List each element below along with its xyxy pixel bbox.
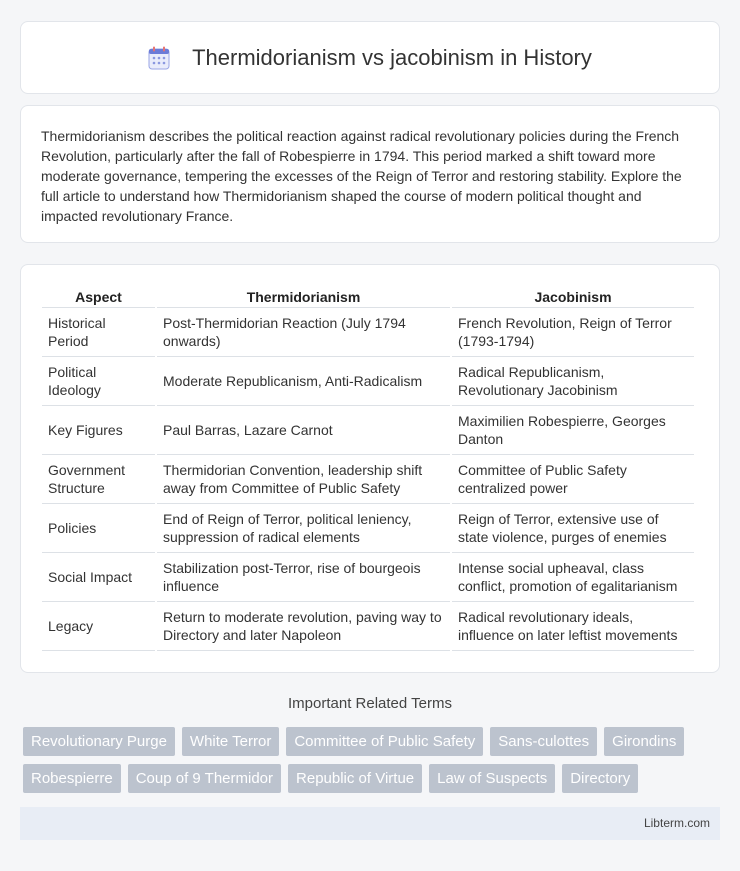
table-cell: Return to moderate revolution, paving way to Directory and later Napoleon (157, 602, 450, 651)
column-header-thermidorianism: Thermidorianism (157, 285, 450, 308)
table-cell: Legacy (42, 602, 155, 651)
column-header-jacobinism: Jacobinism (452, 285, 694, 308)
page-title: Thermidorianism vs jacobinism in History (192, 44, 592, 70)
related-term-tag[interactable]: Committee of Public Safety (286, 727, 483, 756)
column-header-aspect: Aspect (42, 285, 155, 308)
related-term-tag[interactable]: Sans-culottes (490, 727, 597, 756)
table-cell: Post-Thermidorian Reaction (July 1794 onwards) (157, 308, 450, 357)
related-term-tag[interactable]: Law of Suspects (429, 764, 555, 793)
related-term-tag[interactable]: Republic of Virtue (288, 764, 422, 793)
table-cell: Committee of Public Safety centralized power (452, 455, 694, 504)
related-term-tag[interactable]: Coup of 9 Thermidor (128, 764, 281, 793)
table-cell: Intense social upheaval, class conflict, promotion of egalitarianism (452, 553, 694, 602)
table-cell: Reign of Terror, extensive use of state violence, purges of enemies (452, 504, 694, 553)
related-term-tag[interactable]: Directory (562, 764, 638, 793)
table-cell: Key Figures (42, 406, 155, 455)
table-row (42, 553, 694, 602)
table-row (42, 406, 694, 455)
table-cell: Stabilization post-Terror, rise of bourgeois influence (157, 553, 450, 602)
table-row (42, 308, 694, 357)
related-term-tag[interactable]: Girondins (604, 727, 684, 756)
table-row (42, 504, 694, 553)
table-row (42, 602, 694, 651)
table-row (42, 455, 694, 504)
table-cell: Thermidorian Convention, leadership shift away from Committee of Public Safety (157, 455, 450, 504)
table-cell: Social Impact (42, 553, 155, 602)
table-row (42, 357, 694, 406)
comparison-table-card (20, 264, 720, 673)
table-cell: Moderate Republicanism, Anti-Radicalism (157, 357, 450, 406)
table-cell: Maximilien Robespierre, Georges Danton (452, 406, 694, 455)
title-card (20, 21, 720, 94)
intro-text: Thermidorianism describes the political reaction against radical revolutionary policies during the French Revolution, particularly after the fall of Robespierre in 1794. This period marked a shift toward more moderate governance, tempering the excesses of the Reign of Terror and restoring stability. Explore the full article to understand how Thermidorianism shaped the course of modern political thought and impacted revolutionary France. (41, 128, 682, 224)
table-cell: Historical Period (42, 308, 155, 357)
calendar-icon (148, 46, 170, 70)
table-cell: Policies (42, 504, 155, 553)
table-cell: End of Reign of Terror, political leniency, suppression of radical elements (157, 504, 450, 553)
table-cell: Radical revolutionary ideals, influence on later leftist movements (452, 602, 694, 651)
table-cell: Radical Republicanism, Revolutionary Jacobinism (452, 357, 694, 406)
related-terms-row (23, 727, 723, 756)
table-cell: Government Structure (42, 455, 155, 504)
related-terms-title: Important Related Terms (288, 695, 452, 712)
footer (20, 807, 720, 840)
related-term-tag[interactable]: Revolutionary Purge (23, 727, 175, 756)
table-cell: French Revolution, Reign of Terror (1793-1794) (452, 308, 694, 357)
intro-card (20, 105, 720, 243)
table-cell: Paul Barras, Lazare Carnot (157, 406, 450, 455)
related-term-tag[interactable]: Robespierre (23, 764, 121, 793)
comparison-table (40, 285, 696, 651)
related-term-tag[interactable]: White Terror (182, 727, 279, 756)
table-header-row (42, 285, 694, 308)
footer-site-link[interactable]: Libterm.com (643, 816, 710, 830)
table-cell: Political Ideology (42, 357, 155, 406)
related-terms-row (23, 764, 723, 793)
